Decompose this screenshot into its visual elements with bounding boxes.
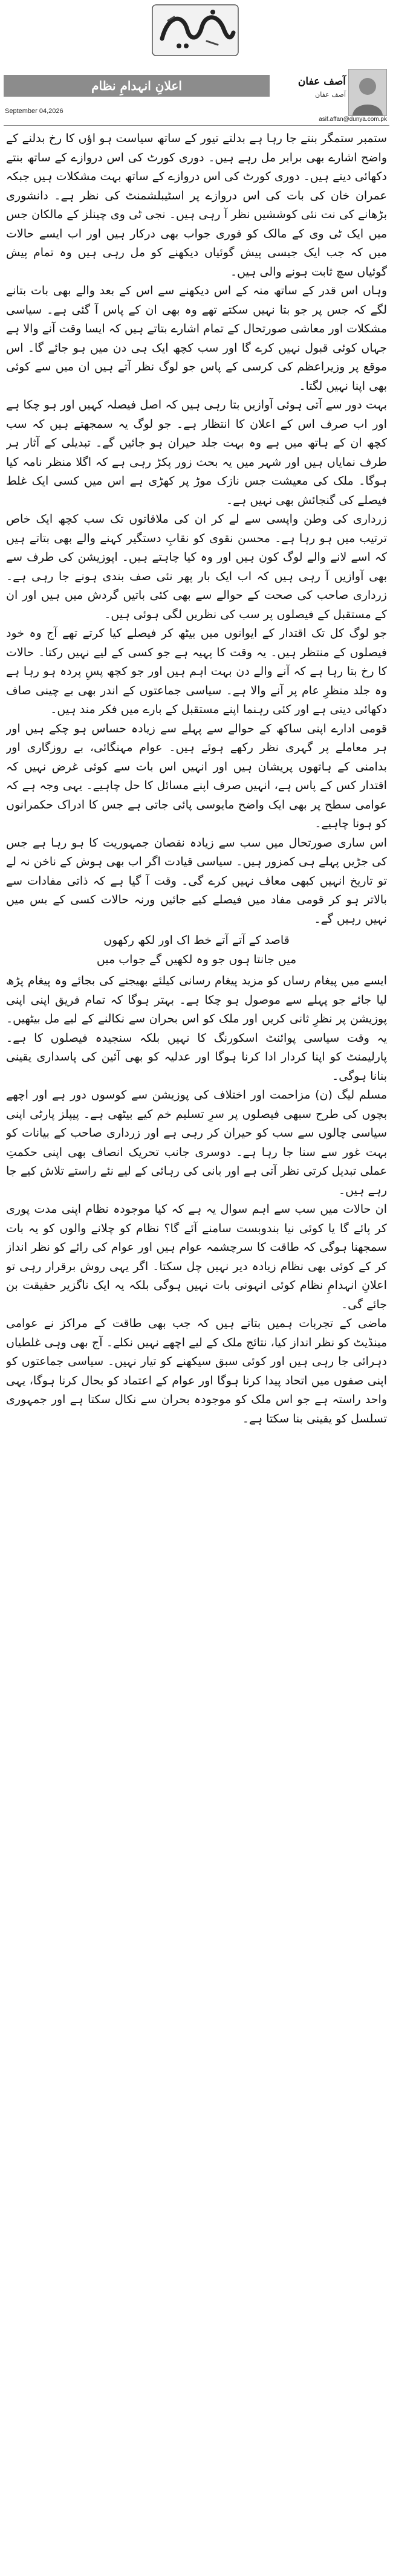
article-paragraph: ان حالات میں سب سے اہم سوال یہ ہے کہ کیا موجودہ نظام اپنی مدت پوری کر پائے گا یا کوئی نیا بندوبست سامنے آئے گا؟ نظام کو چلانے والوں کو یہ بات سمجھنا ہوگی کہ طاقت کا سرچشمہ عوام ہیں اور عوام کی رائے کو نظر انداز کر کے کوئی بھی نظام زیادہ دیر نہیں چل سکتا۔ اگر یہی روش برقرار رہی تو اعلانِ انہدامِ نظام کوئی انہونی بات نہیں ہوگی بلکہ یہ ایک ناگزیر حقیقت بن جائے گی۔ (6, 1202, 387, 1311)
column-header (4, 65, 389, 123)
article-paragraph: ایسے میں پیغام رساں کو مزید پیغام رسانی کیلئے بھیجنے کی بجائے وہ پیغام پڑھ لیا جائے جو پہلے سے موصول ہو چکا ہے۔ بہتر ہوگا کہ تمام فریق اپنی اپنی پوزیشن پر نظرِ ثانی کریں اور ملک کو اس بحران سے نکالنے کے لیے مل بیٹھیں۔ یہ وقت سیاسی پوائنٹ اسکورنگ کا نہیں بلکہ سنجیدہ فیصلوں کا ہے۔ پارلیمنٹ کو اپنا کردار ادا کرنا ہوگا اور عدلیہ کو بھی آئین کی پاسداری یقینی بنانا ہوگی۔ (6, 974, 387, 1083)
author-name: آصف عفان (297, 76, 346, 88)
header-divider (4, 125, 389, 126)
article-paragraph: مسلم لیگ (ن) مزاحمت اور اختلاف کی پوزیشن سے کوسوں دور ہے اور اچھے بچوں کی طرح سبھی فیصلوں پر سرِ تسلیم خم کیے بیٹھی ہے۔ پیپلز پارٹی اپنی سیاسی چالوں سے سب کو حیران کر رہی ہے اور زرداری صاحب کے بیانات کو بہت غور سے سنا جا رہا ہے۔ دوسری جانب تحریک انصاف بھی اپنی حکمتِ عملی تبدیل کرتی نظر آتی ہے اور بانی کی رہائی کے لیے نئے راستے تلاش کیے جا رہے ہیں۔ (6, 1088, 387, 1197)
publish-date: September 04,2026 (5, 108, 63, 115)
article-body (6, 129, 387, 2571)
article-paragraph: بہت دور سے آتی ہوئی آوازیں بتا رہی ہیں کہ اصل فیصلہ کہیں اور ہو چکا ہے اور اب صرف اس کے اعلان کا انتظار ہے۔ جو لوگ یہ سمجھتے ہیں کہ سب کچھ ان کے ہاتھ میں ہے وہ بہت جلد حیران ہو جائیں گے۔ تبدیلی کے آثار ہر طرف نمایاں ہیں اور شہر میں یہ بحث زور پکڑ رہی ہے کہ اگلا منظر نامہ کیا ہوگا۔ ملک کی معیشت جس نازک موڑ پر کھڑی ہے اس میں کسی ایک غلط فیصلے کی گنجائش بھی نہیں ہے۔ (6, 398, 387, 507)
article-paragraph: قومی ادارے اپنی ساکھ کے حوالے سے پہلے سے زیادہ حساس ہو چکے ہیں اور ہر معاملے پر گہری نظر رکھے ہوئے ہیں۔ عوام مہنگائی، بے روزگاری اور بدامنی کے ہاتھوں پریشان ہیں اور انہیں اس بات سے کوئی غرض نہیں کہ اقتدار کس کے پاس ہے، انہیں صرف اپنے مسائل کا حل چاہیے۔ یہی وجہ ہے کہ عوامی سطح پر بھی ایک واضح مایوسی پائی جاتی ہے جس کا ادراک حکمرانوں کو ہونا چاہیے۔ (6, 721, 387, 830)
article-paragraph: اس ساری صورتحال میں سب سے زیادہ نقصان جمہوریت کا ہو رہا ہے جس کی جڑیں پہلے ہی کمزور ہیں۔ سیاسی قیادت اگر اب بھی ہوش کے ناخن نہ لے تو تاریخ انہیں کبھی معاف نہیں کرے گی۔ وقت آ گیا ہے کہ ذاتی مفادات سے بالاتر ہو کر قومی مفاد میں فیصلے کیے جائیں ورنہ حالات کسی کے بس میں نہیں رہیں گے۔ (6, 836, 387, 926)
author-photo (348, 69, 387, 116)
article-paragraph: ستمبر ستمگر بنتے جا رہا ہے بدلتے تیور کے ساتھ سیاست ہو اؤں کا رخ بدلنے کے واضح اشارے بھی برابر مل رہے ہیں۔ دوری کورٹ کی اس دروازے کے ساتھ بنتے دکھائی دیتے ہیں۔ دوری کورٹ کی اس دروازے کے ساتھ بہت مشکلات ہیں جبکہ عمران خان کی بات کی اس دروازے پر اسٹیبلشمنٹ کی نظر ہے۔ دانشوری بڑھانے کی نت نئی کوششیں نظر آ رہی ہیں۔ نجی ٹی وی چینلز کے مالکان جس میں ایک ٹی وی کے مالک کو فوری جواب بھی درکار ہیں اور اب ایسے حالات میں کہ جب ایک جیسی پیش گوئیاں دیکھنے کو مل رہی ہیں وہ تمام پیش گوئیاں سچ ثابت ہونے والی ہیں۔ (6, 132, 387, 279)
masthead (0, 0, 393, 63)
column-title: اعلانِ انہدامِ نظام (4, 75, 270, 97)
verse-line: میں جانتا ہوں جو وہ لکھیں گے جواب میں (96, 952, 297, 966)
dunya-logo (150, 2, 241, 58)
author-block (272, 69, 387, 121)
author-email: asif.affan@dunya.com.pk (319, 116, 387, 123)
poetry-verse (6, 931, 387, 969)
verse-line: قاصد کے آتے آتے خط اک اور لکھ رکھوں (103, 934, 290, 947)
article-paragraph: ماضی کے تجربات ہمیں بتاتے ہیں کہ جب بھی طاقت کے مراکز نے عوامی مینڈیٹ کو نظر انداز کیا، نتائج ملک کے لیے اچھے نہیں نکلے۔ آج بھی وہی غلطیاں دہرائی جا رہی ہیں اور کوئی سبق سیکھنے کو تیار نہیں۔ سیاسی جماعتوں کو اپنی صفوں میں اتحاد پیدا کرنا ہوگا اور عوام کے اعتماد کو بحال کرنا ہوگا، یہی واحد راستہ ہے جو اس ملک کو موجودہ بحران سے نکال سکتا ہے اور جمہوری تسلسل کو یقینی بنا سکتا ہے۔ (6, 1317, 387, 1425)
article-paragraph: جو لوگ کل تک اقتدار کے ایوانوں میں بیٹھ کر فیصلے کیا کرتے تھے آج وہ خود فیصلوں کے منتظر ہیں۔ یہ وقت کا پہیہ ہے جو کسی کے لیے نہیں رکتا۔ حالات کا رخ بتا رہا ہے کہ آنے والے دن بہت اہم ہیں اور جو کچھ پسِ پردہ ہو رہا ہے وہ جلد منظرِ عام پر آنے والا ہے۔ سیاسی جماعتوں کے اندر بھی بے چینی صاف دکھائی دیتی ہے اور کئی رہنما اپنے مستقبل کے بارے میں فکر مند ہیں۔ (6, 627, 387, 716)
article-paragraph: وہاں اس قدر کے ساتھ منہ کے اس دیکھنے سے اس کے بعد والے بھی بات بتانے لگے کہ جس پر جو بتا نہیں سکتے تھے وہ بھی ان کے پاس آ گئی ہے۔ سیاسی مشکلات اور معاشی صورتحال کے تمام اشارے بتاتے ہیں کہ ایسا وقت آنے والا ہے جہاں کوئی قبول نہیں کرے گا اور سب کچھ ایک ہی دن میں ہو جائے گا۔ اس موقع پر وزیراعظم کی کرسی کے پاس جو لوگ نظر آتے ہیں ان میں سے کوئی بھی اپنا نہیں لگتا۔ (6, 284, 387, 393)
author-subtitle: آصف عفان (315, 91, 346, 98)
article-paragraph: زرداری کی وطن واپسی سے لے کر ان کی ملاقاتوں تک سب کچھ ایک خاص ترتیب میں ہو رہا ہے۔ محسن نقوی کو نقابِ دستگیر کہنے والے بھی بتاتے ہیں کہ اسے لانے والے لوگ کون ہیں اور وہ کیا چاہتے ہیں۔ اپوزیشن کی طرف سے بھی آوازیں آ رہی ہیں کہ اب ایک بار پھر نئی صف بندی ہونے جا رہی ہے۔ زرداری صاحب کی صحت کے حوالے سے بھی کئی باتیں گردش میں ہیں اور ان کے مستقبل کے فیصلوں پر سب کی نظریں لگی ہوئی ہیں۔ (6, 512, 387, 621)
